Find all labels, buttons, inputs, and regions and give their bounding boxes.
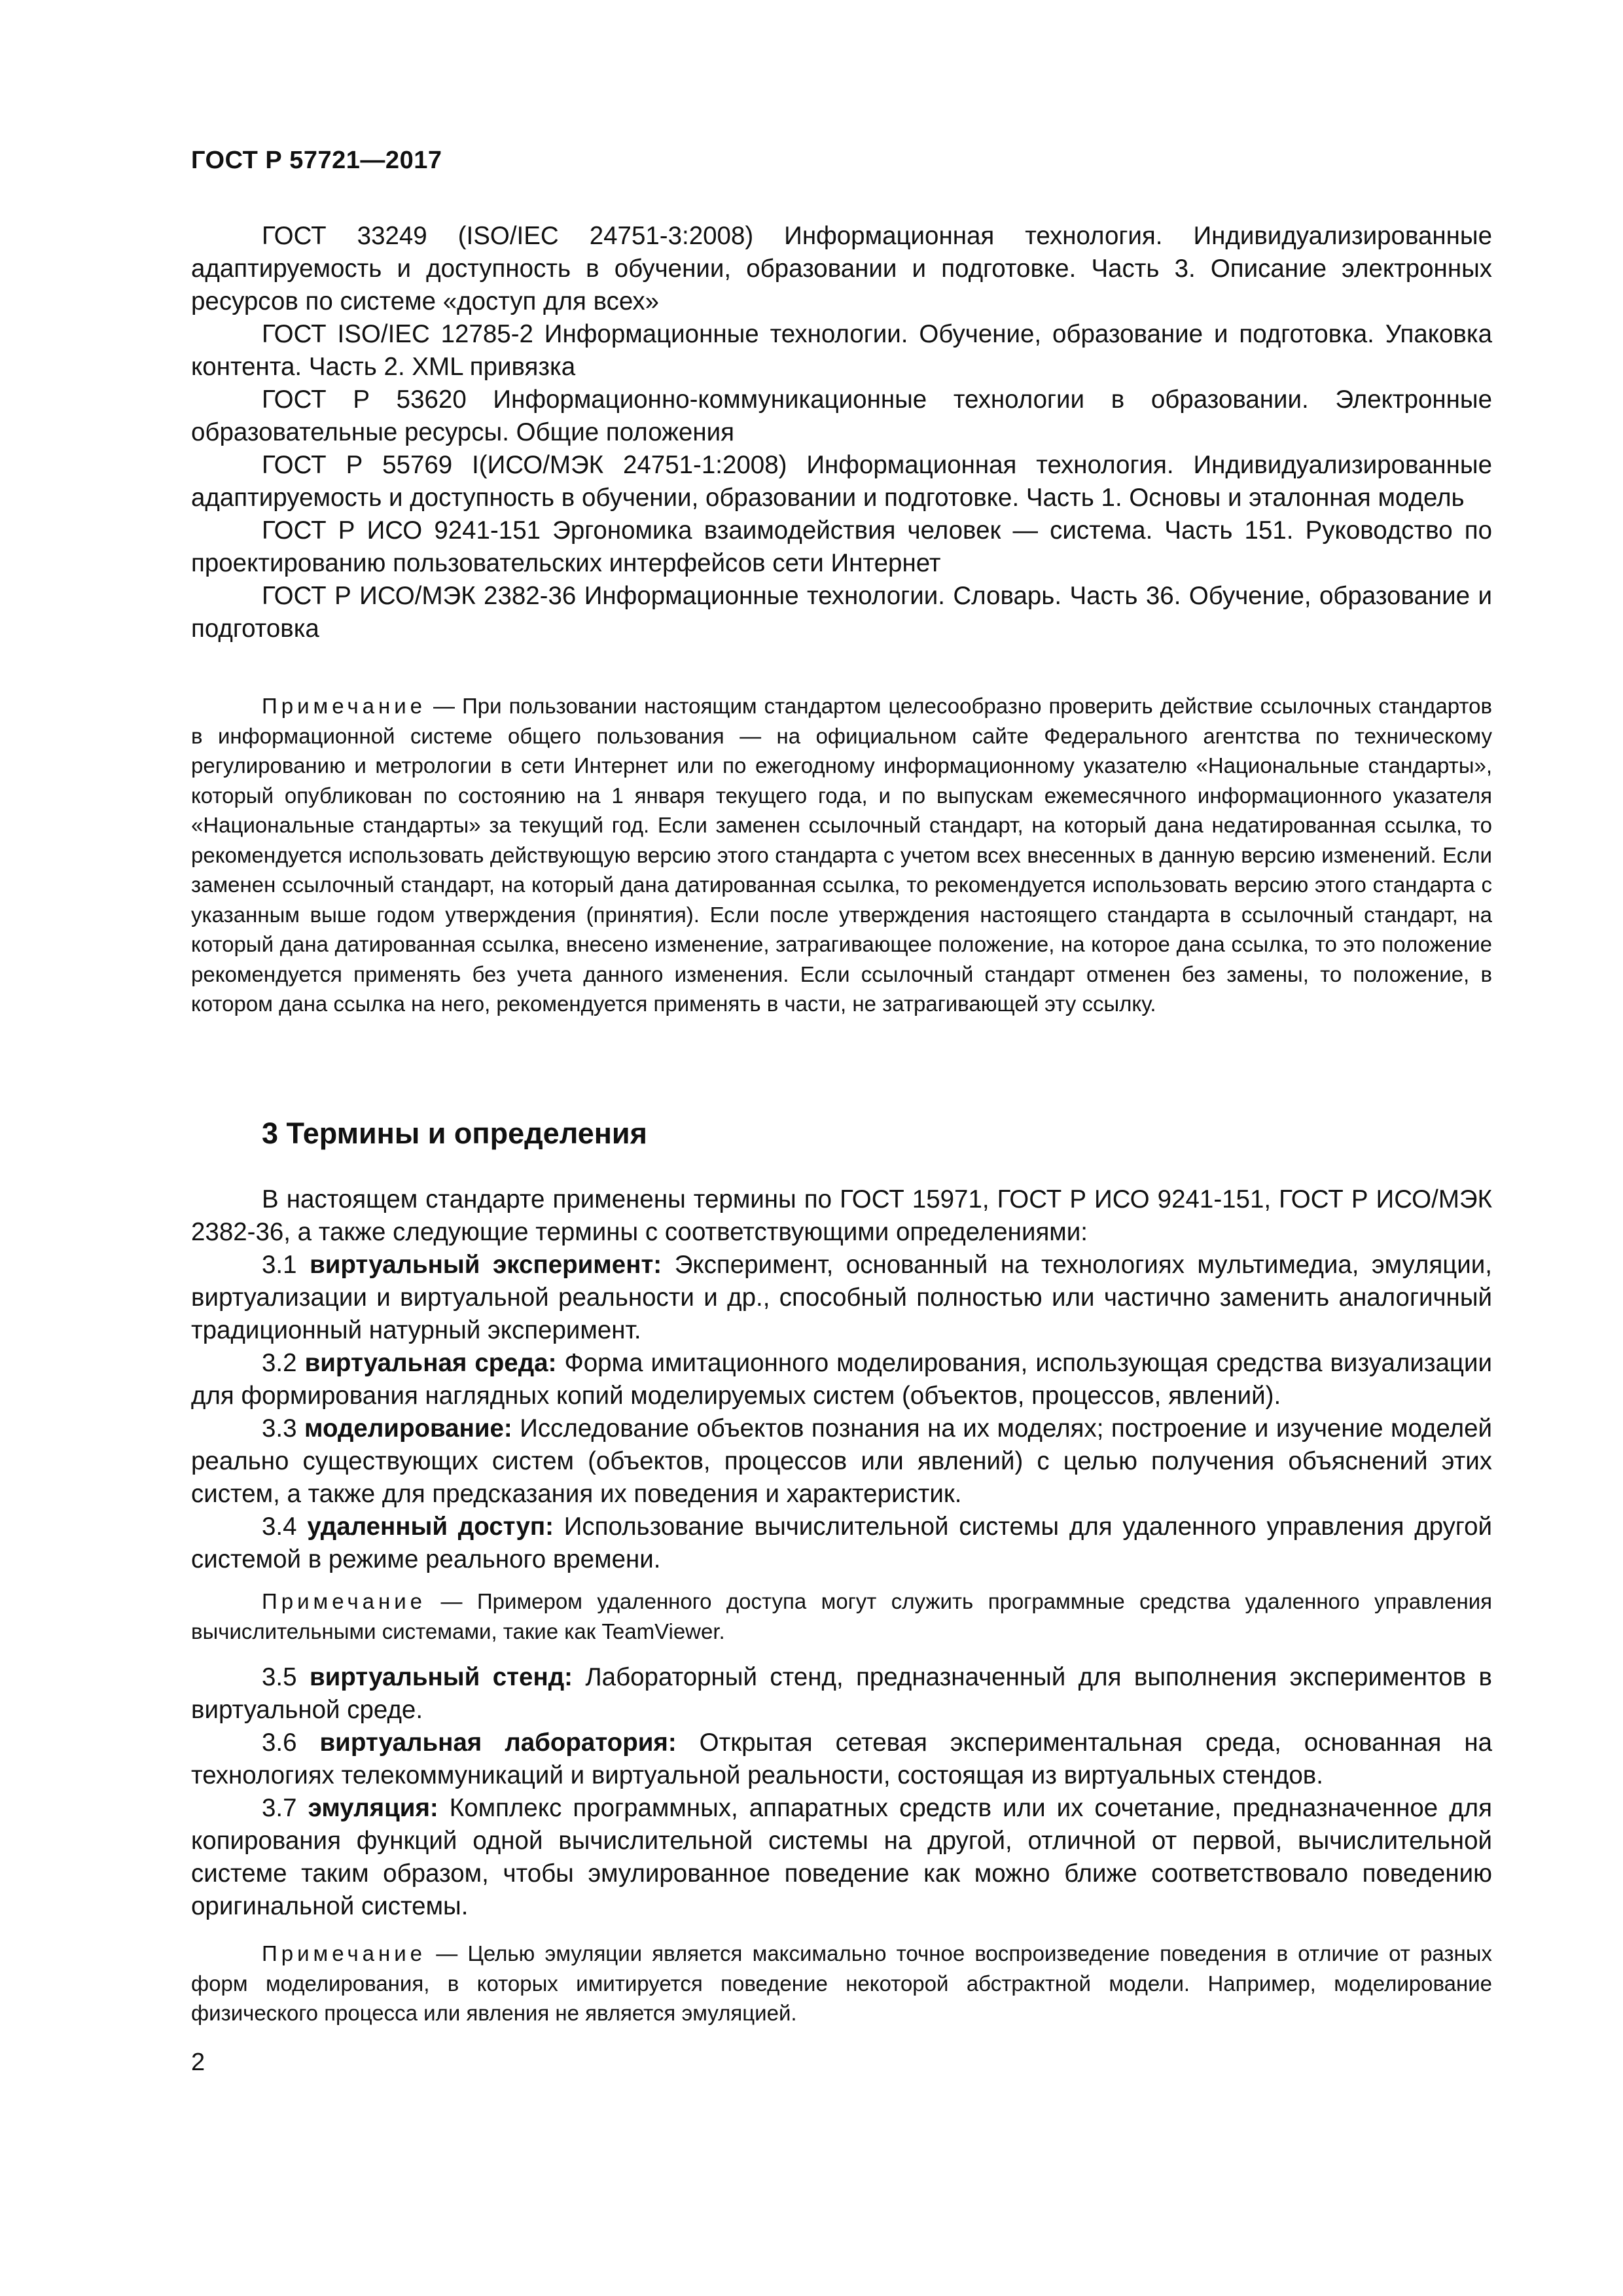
term-number: 3.3: [262, 1414, 297, 1443]
term-entry: [191, 1661, 1492, 1727]
term-definition: Эксперимент, основанный на технологиях мультимедиа, эмуляции, виртуализации и виртуальной реальности и др., способный полностью или частично заменить аналогичный традиционный натурный эксперимент.: [191, 1251, 1492, 1344]
section-title: 3 Термины и определения: [262, 1117, 647, 1150]
term-number: 3.4: [262, 1513, 297, 1541]
term-entry: [191, 1511, 1492, 1576]
term-name: виртуальная среда:: [304, 1349, 557, 1377]
term-entry: [191, 1347, 1492, 1412]
term-entry: [191, 1249, 1492, 1347]
term-definition: Исследование объектов познания на их моделях; построение и изучение моделей реально существующих систем (объектов, процессов или явлений) с целью получения объяснений этих систем, а также для предсказания их поведения и характеристик.: [191, 1414, 1492, 1508]
term-definition: Комплекс программных, аппаратных средств или их сочетание, предназначенное для копирования функций одной вычислительной системы на другой, отличной от первой, вычислительной системе таким образом, чтобы эмулированное поведение как можно ближе соответствовало поведению оригинальной системы.: [191, 1794, 1492, 1920]
term-definition: Лабораторный стенд, предназначенный для выполнения экспериментов в виртуальной среде.: [191, 1663, 1492, 1724]
reference-item: ГОСТ ISO/IEC 12785-2 Информационные технологии. Обучение, образование и подготовка. Упаковка контента. Часть 2. XML привязка: [191, 320, 1492, 381]
note-text: При пользовании настоящим стандартом целесообразно проверить действие ссылочных стандартов в информационной системе общего пользования — на официальном сайте Федерального агентства по техническому регулированию и метрологии в сети Интернет или по ежегодному информационному указателю «Национальные стандарты», который опубликован по состоянию на 1 января текущего года, и по выпускам ежемесячного информационного указателя «Национальные стандарты» за текущий год. Если заменен ссылочный стандарт, на который дана недатированная ссылка, то рекомендуется использовать действующую версию этого стандарта с учетом всех внесенных в данную версию изменений. Если заменен ссылочный стандарт, на который дана датированная ссылка, то рекомендуется использовать версию этого стандарта с указанным выше годом утверждения (принятия). Если после утверждения настоящего стандарта в ссылочный стандарт, на который дана датированная ссылка, внесено изменение, затрагивающее положение, на которое дана ссылка, то это положение рекомендуется применять без учета данного изменения. Если ссылочный стандарт отменен без замены, то положение, в котором дана ссылка на него, рекомендуется применять в части, не затрагивающей эту ссылку.: [191, 694, 1492, 1016]
note-remote-access: Примечание — Примером удаленного доступа могут служить программные средства удаленного управления вычислительными системами, такие как TeamViewer.: [191, 1589, 1492, 1643]
term-entry: [191, 1792, 1492, 1923]
note-text: Примером удаленного доступа могут служить программные средства удаленного управления вычислительными системами, такие как TeamViewer.: [191, 1589, 1492, 1643]
term-name: виртуальная лаборатория:: [319, 1729, 677, 1757]
term-definition: Использование вычислительной системы для удаленного управления другой системой в режиме реального времени.: [191, 1513, 1493, 1573]
note-label: Примечание: [262, 1589, 427, 1613]
document-header: ГОСТ Р 57721—2017: [191, 147, 442, 174]
note-label: Примечание: [262, 694, 427, 718]
term-number: 3.6: [262, 1729, 297, 1757]
term-entry: [191, 1412, 1492, 1511]
note-text: Целью эмуляции является максимально точное воспроизведение поведения в отличие от разных форм моделирования, в которых имитируется поведение некоторой абстрактной модели. Например, моделирование физического процесса или явления не является эмуляцией.: [191, 1941, 1492, 2025]
term-number: 3.7: [262, 1794, 297, 1822]
term-name: удаленный доступ:: [307, 1513, 554, 1541]
reference-item: ГОСТ Р 55769 I(ИСО/МЭК 24751-1:2008) Информационная технология. Индивидуализированные адаптируемость и доступность в обучении, образовании и подготовке. Часть 1. Основы и эталонная модель: [191, 451, 1492, 512]
reference-item: ГОСТ Р ИСО/МЭК 2382-36 Информационные технологии. Словарь. Часть 36. Обучение, образование и подготовка: [191, 582, 1492, 643]
reference-item: ГОСТ Р ИСО 9241-151 Эргономика взаимодействия человек — система. Часть 151. Руководство по проектированию пользовательских интерфейсов сети Интернет: [191, 516, 1492, 577]
terms-block-1: [191, 1183, 1492, 1576]
term-name: виртуальный стенд:: [309, 1663, 573, 1691]
note-label: Примечание: [262, 1941, 427, 1965]
term-name: эмуляция:: [308, 1794, 438, 1822]
terms-block-2: [191, 1661, 1492, 1923]
note-emulation: Примечание — Целью эмуляции является максимально точное воспроизведение поведения в отличие от разных форм моделирования, в которых имитируется поведение некоторой абстрактной модели. Например, моделирование физического процесса или явления не является эмуляцией.: [191, 1941, 1492, 2025]
term-number: 3.5: [262, 1663, 297, 1691]
term-definition: Форма имитационного моделирования, использующая средства визуализации для формирования наглядных копий моделируемых систем (объектов, процессов, явлений).: [191, 1349, 1492, 1410]
section-intro: В настоящем стандарте применены термины по ГОСТ 15971, ГОСТ Р ИСО 9241-151, ГОСТ Р ИСО/МЭК 2382-36, а также следующие термины с соответствующими определениями:: [191, 1185, 1492, 1246]
reference-item: ГОСТ Р 53620 Информационно-коммуникационные технологии в образовании. Электронные образовательные ресурсы. Общие положения: [191, 386, 1492, 446]
term-number: 3.2: [262, 1349, 297, 1377]
term-entry: [191, 1727, 1492, 1792]
term-definition: Открытая сетевая экспериментальная среда, основанная на технологиях телекоммуникаций и виртуальной реальности, состоящая из виртуальных стендов.: [191, 1729, 1492, 1789]
note-references: Примечание — При пользовании настоящим стандартом целесообразно проверить действие ссылочных стандартов в информационной системе общего пользования — на официальном сайте Федерального агентства по техническому регулированию и метрологии в сети Интернет или по ежегодному информационному указателю «Национальные стандарты», который опубликован по состоянию на 1 января текущего года, и по выпускам ежемесячного информационного указателя «Национальные стандарты» за текущий год. Если заменен ссылочный стандарт, на который дана недатированная ссылка, то рекомендуется использовать действующую версию этого стандарта с учетом всех внесенных в данную версию изменений. Если заменен ссылочный стандарт, на который дана датированная ссылка, то рекомендуется использовать версию этого стандарта с указанным выше годом утверждения (принятия). Если после утверждения настоящего стандарта в ссылочный стандарт, на который дана датированная ссылка, внесено изменение, затрагивающее положение, на которое дана ссылка, то это положение рекомендуется применять без учета данного изменения. Если ссылочный стандарт отменен без замены, то положение, в котором дана ссылка на него, рекомендуется применять в части, не затрагивающей эту ссылку.: [191, 694, 1492, 1016]
normative-references: [191, 220, 1492, 645]
term-name: виртуальный эксперимент:: [310, 1251, 662, 1279]
reference-item: ГОСТ 33249 (ISO/IEC 24751-3:2008) Информационная технология. Индивидуализированные адаптируемость и доступность в обучении, образовании и подготовке. Часть 3. Описание электронных ресурсов по системе «доступ для всех»: [191, 222, 1492, 315]
term-number: 3.1: [262, 1251, 297, 1279]
term-name: моделирование:: [304, 1414, 512, 1443]
page-number: 2: [191, 2049, 205, 2076]
